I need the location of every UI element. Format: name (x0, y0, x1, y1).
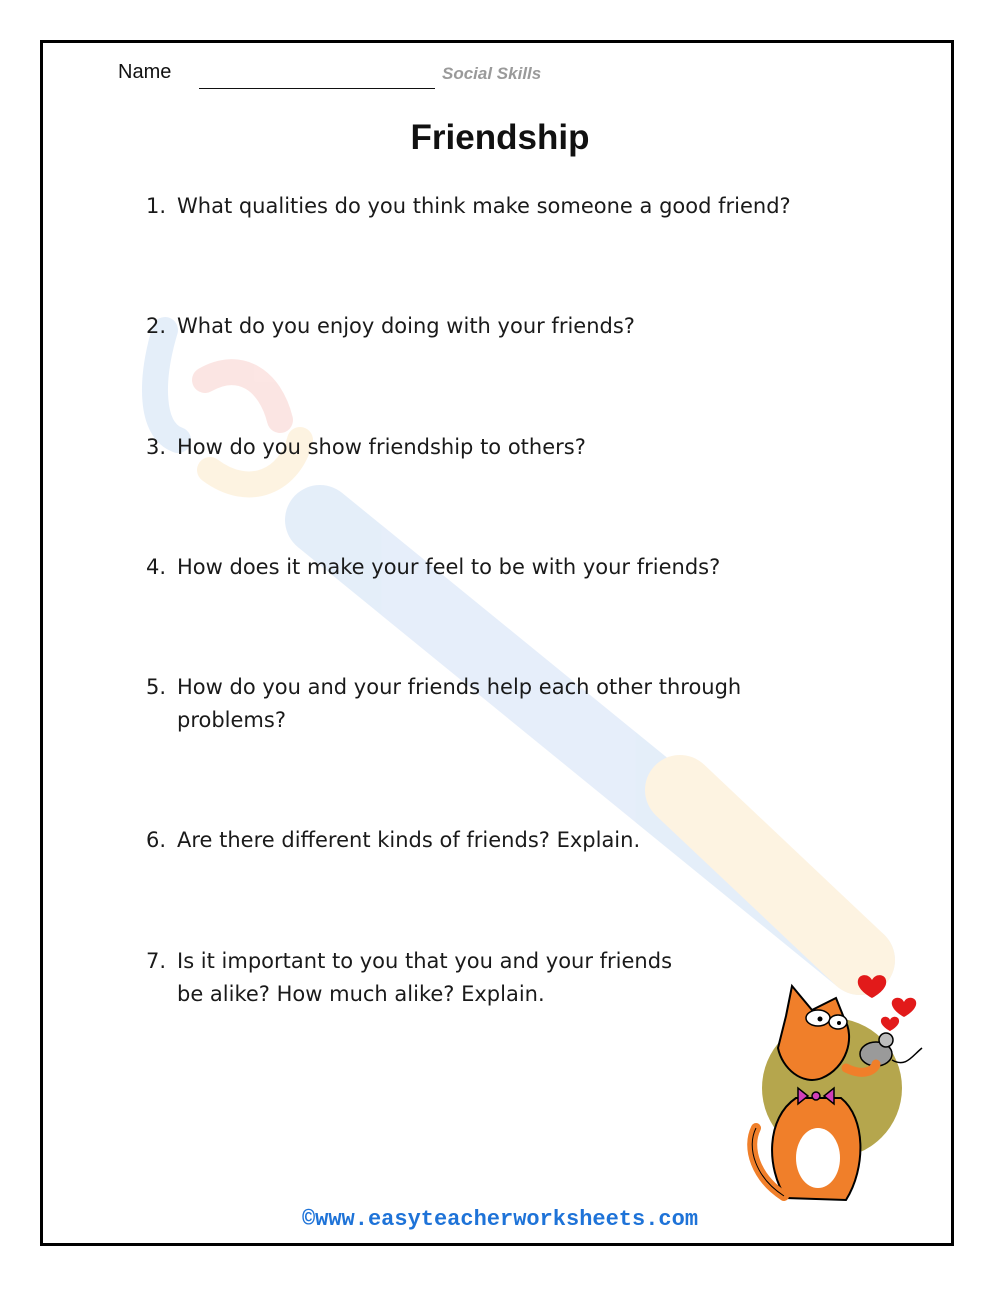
question-text: How do you show friendship to others? (177, 435, 586, 459)
question-item (146, 431, 837, 464)
name-field-line[interactable] (199, 88, 435, 89)
question-item (146, 824, 837, 857)
page-title: Friendship (410, 118, 590, 157)
question-number: 1. (146, 194, 167, 218)
question-text: How do you and your friends help each other through problems? (177, 675, 742, 732)
name-label: Name (118, 61, 172, 83)
question-number: 2. (146, 314, 167, 338)
cat-kissing-mouse-with-hearts-illustration (726, 968, 938, 1208)
question-item (146, 310, 837, 343)
subject-label: Social Skills (442, 64, 542, 83)
question-text: How does it make your feel to be with your friends? (177, 555, 721, 579)
copyright-website-link[interactable]: ©www.easyteacherworksheets.com (301, 1207, 699, 1232)
question-item (146, 945, 697, 1011)
question-text: Are there different kinds of friends? Explain. (177, 828, 641, 852)
question-item (146, 671, 837, 737)
question-item (146, 551, 837, 584)
question-item (146, 190, 837, 223)
question-text: Is it important to you that you and your friends be alike? How much alike? Explain. (177, 949, 673, 1006)
question-number: 5. (146, 675, 167, 699)
question-number: 7. (146, 949, 167, 973)
question-number: 4. (146, 555, 167, 579)
question-text: What qualities do you think make someone a good friend? (177, 194, 791, 218)
question-number: 6. (146, 828, 167, 852)
question-number: 3. (146, 435, 167, 459)
question-text: What do you enjoy doing with your friends? (177, 314, 635, 338)
